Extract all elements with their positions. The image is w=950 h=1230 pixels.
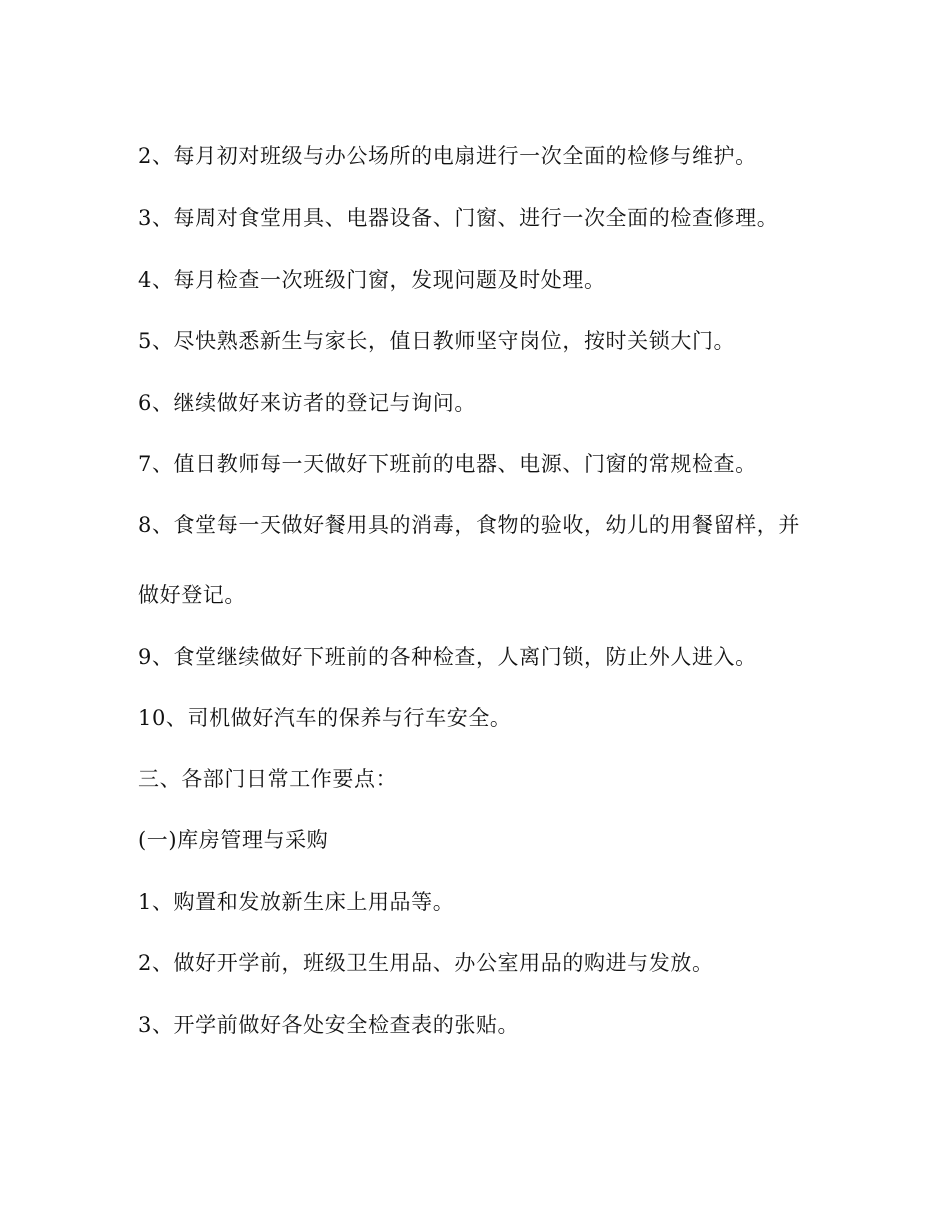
text-line: 3、每周对食堂用具、电器设备、门窗、进行一次全面的检查修理。 (138, 206, 779, 230)
text-line: 9、食堂继续做好下班前的各种检查，人离门锁，防止外人进入。 (138, 645, 757, 669)
subsection-heading: (一)库房管理与采购 (138, 828, 329, 852)
text-line: 2、做好开学前，班级卫生用品、办公室用品的购进与发放。 (138, 951, 714, 975)
text-line: 做好登记。 (138, 583, 246, 607)
text-line: 6、继续做好来访者的登记与询问。 (138, 391, 476, 415)
text-line: 4、每月检查一次班级门窗，发现问题及时处理。 (138, 268, 606, 292)
text-line: 10、司机做好汽车的保养与行车安全。 (138, 706, 512, 730)
text-line: 2、每月初对班级与办公场所的电扇进行一次全面的检修与维护。 (138, 144, 757, 168)
section-heading: 三、各部门日常工作要点： (138, 767, 398, 791)
text-line: 8、食堂每一天做好餐用具的消毒，食物的验收，幼儿的用餐留样，并 (138, 513, 800, 537)
text-line: 1、购置和发放新生床上用品等。 (138, 890, 455, 914)
text-line: 7、值日教师每一天做好下班前的电器、电源、门窗的常规检查。 (138, 452, 757, 476)
text-line: 3、开学前做好各处安全检查表的张贴。 (138, 1013, 520, 1037)
text-line: 5、尽快熟悉新生与家长，值日教师坚守岗位，按时关锁大门。 (138, 329, 736, 353)
